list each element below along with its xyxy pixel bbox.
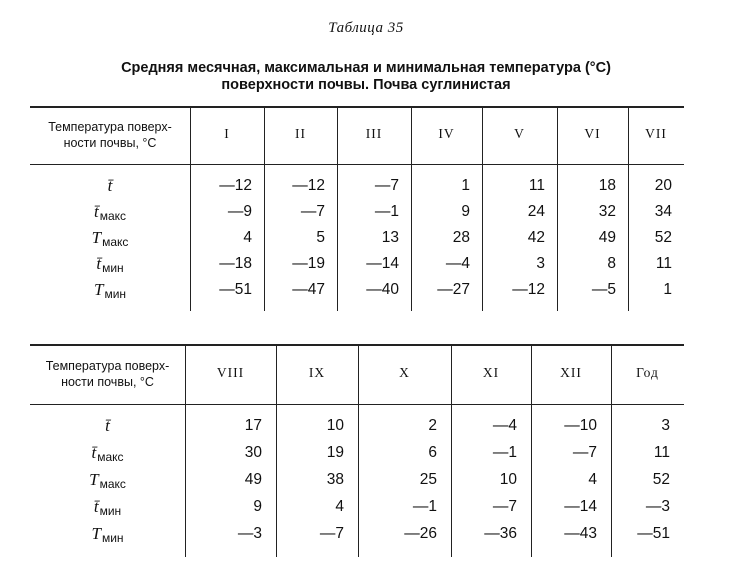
table-cell: —27 (437, 281, 470, 298)
table-cell: —3 (645, 498, 670, 515)
table-cell: —18 (219, 255, 252, 272)
column-header: XI (482, 365, 500, 380)
table-cell: 10 (326, 417, 344, 434)
table-top-rule (30, 344, 684, 346)
row-label-subscript: макс (99, 477, 126, 491)
row-header-label-line-1: Температура поверх- (45, 359, 170, 373)
table-cell: —47 (292, 281, 325, 298)
row-label-symbol: t̄ (105, 416, 110, 435)
table-cell: 13 (381, 229, 399, 246)
table-header-rule (30, 404, 684, 405)
row-label (30, 202, 190, 223)
table-cell: —4 (445, 255, 470, 272)
column-header: VI (584, 126, 601, 141)
row-label-subscript: макс (97, 450, 124, 464)
row-label-symbol: t̄ (93, 497, 99, 516)
caption-line-1: Средняя месячная, максимальная и минимальная температура (°C) (121, 60, 611, 76)
table-caption (0, 60, 732, 94)
table-cell: 17 (244, 417, 262, 434)
table-cell: 11 (655, 255, 672, 272)
table-cell: —12 (219, 177, 252, 194)
table-cell: —1 (374, 203, 399, 220)
column-header: Год (636, 365, 659, 380)
row-label-symbol: t̄ (107, 176, 113, 195)
table-cell: 42 (527, 229, 545, 246)
row-label-subscript: макс (99, 209, 127, 223)
table-cell: 4 (588, 471, 597, 488)
table-cell: 49 (598, 229, 616, 246)
table-cell: 3 (536, 255, 545, 272)
column-header: I (224, 126, 230, 141)
row-label-subscript: макс (102, 235, 129, 249)
row-label-subscript: мин (99, 504, 122, 518)
table-cell: 11 (528, 177, 545, 194)
column-header: V (514, 126, 525, 141)
table-cell: —7 (572, 444, 597, 461)
table-cell: 8 (607, 255, 616, 272)
table-cell: —19 (292, 255, 325, 272)
column-header: IV (438, 126, 455, 141)
row-label-symbol: T (91, 524, 101, 543)
table-cell: —12 (512, 281, 545, 298)
table-cell: 52 (652, 471, 670, 488)
column-header: II (295, 126, 306, 141)
table-cell: —1 (492, 444, 517, 461)
table-cell: 18 (598, 177, 616, 194)
row-label-symbol: T (89, 470, 99, 489)
table-cell: 9 (253, 498, 262, 515)
row-label (30, 416, 185, 436)
table-cell: 24 (527, 203, 545, 220)
table-cell: —26 (404, 525, 437, 542)
row-header-label (30, 358, 185, 390)
table-cell: —14 (564, 498, 597, 515)
row-header-label (30, 119, 190, 151)
table-cell: 32 (598, 203, 616, 220)
table-cell: 49 (244, 471, 262, 488)
column-header: X (399, 365, 410, 380)
table-cell: —1 (412, 498, 437, 515)
column-header: VIII (216, 365, 245, 380)
table-cell: 5 (316, 229, 325, 246)
table-cell: —5 (591, 281, 616, 298)
table-cell: —43 (564, 525, 597, 542)
table-cell: 6 (428, 444, 437, 461)
row-label-symbol: T (93, 280, 104, 299)
table-cell: 30 (244, 444, 262, 461)
row-label-subscript: мин (104, 287, 127, 301)
table-cell: —7 (319, 525, 344, 542)
table-cell: —4 (492, 417, 517, 434)
caption-line-2: поверхности почвы. Почва суглинистая (221, 77, 511, 93)
column-header: IX (308, 365, 326, 380)
table-cell: 11 (653, 444, 670, 461)
table-cell: 19 (326, 444, 344, 461)
row-label (30, 443, 185, 464)
row-label (30, 228, 190, 249)
table-cell: 4 (243, 229, 252, 246)
table-cell: —7 (374, 177, 399, 194)
table-number: Таблица 35 (328, 20, 404, 36)
table-cell: —51 (219, 281, 252, 298)
row-label (30, 280, 190, 301)
row-label-subscript: мин (101, 531, 124, 545)
table-cell: —12 (292, 177, 325, 194)
table-top-rule (30, 106, 684, 108)
row-label-symbol: T (91, 228, 102, 247)
table-cell: 28 (452, 229, 470, 246)
table-header-rule (30, 164, 684, 165)
table-cell: 34 (654, 203, 672, 220)
table-cell: 4 (335, 498, 344, 515)
column-header: VII (645, 126, 667, 141)
table-cell: 2 (428, 417, 437, 434)
column-header: XII (560, 365, 582, 380)
row-header-label-line-2: ности почвы, °C (63, 136, 157, 150)
table-cell: —51 (637, 525, 670, 542)
table-cell: 52 (654, 229, 672, 246)
table-cell: —36 (484, 525, 517, 542)
table-cell: 9 (461, 203, 470, 220)
row-label (30, 497, 185, 518)
table-cell: —9 (227, 203, 252, 220)
table-cell: —3 (237, 525, 262, 542)
row-label (30, 254, 190, 275)
table-cell: 1 (663, 281, 672, 298)
table-cell: —7 (300, 203, 325, 220)
row-label-subscript: мин (102, 261, 124, 275)
row-header-label-line-2: ности почвы, °C (61, 375, 154, 389)
column-header: III (365, 126, 383, 141)
row-label-symbol: t̄ (93, 202, 99, 221)
table-cell: 25 (419, 471, 437, 488)
table-cell: —14 (366, 255, 399, 272)
table-cell: 10 (499, 471, 517, 488)
table-cell: —7 (492, 498, 517, 515)
table-cell: 1 (461, 177, 470, 194)
table-cell: —10 (564, 417, 597, 434)
row-header-label-line-1: Температура поверх- (48, 120, 172, 134)
table-cell: 38 (326, 471, 344, 488)
row-label-symbol: t̄ (91, 443, 97, 462)
row-label (30, 176, 190, 196)
row-label (30, 524, 185, 545)
table-cell: 3 (661, 417, 670, 434)
table-cell: —40 (366, 281, 399, 298)
row-label-symbol: t̄ (96, 254, 102, 273)
row-label (30, 470, 185, 491)
table-cell: 20 (654, 177, 672, 194)
